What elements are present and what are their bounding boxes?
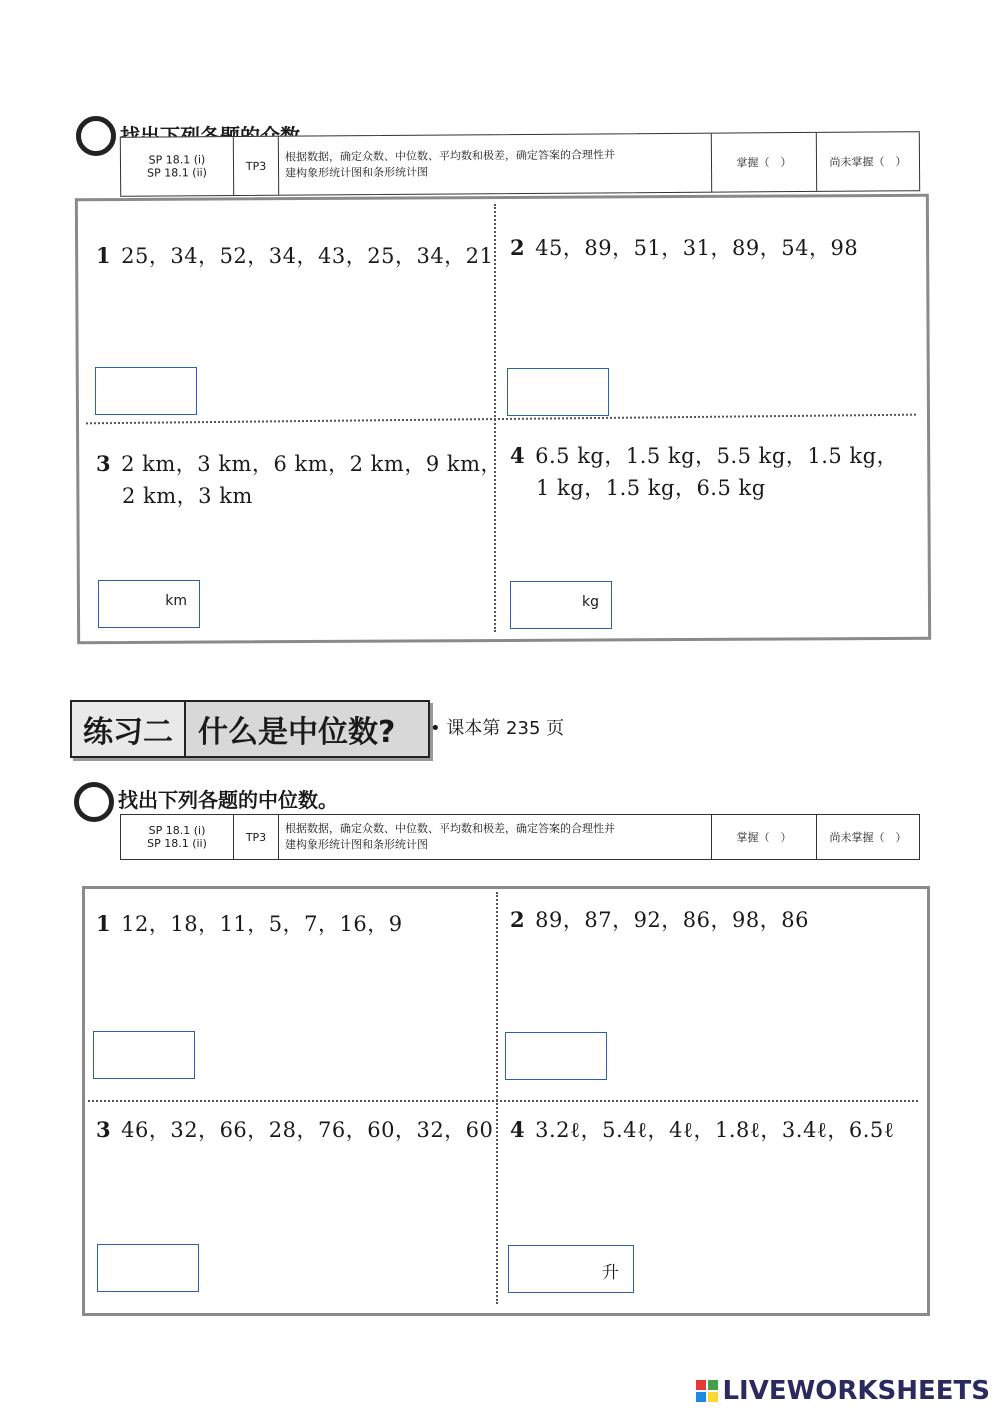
banner-title: 什么是中位数?: [186, 702, 428, 756]
meta-mastered: 掌握（ ）: [712, 815, 817, 859]
section2-vertical-divider: [496, 892, 498, 1304]
s2-answer-box-3[interactable]: [97, 1244, 199, 1292]
logo-square-green: [708, 1380, 718, 1390]
question-data: 12，18，11，5，7，16，9: [121, 912, 403, 936]
s1-answer-box-2[interactable]: [507, 368, 609, 416]
meta-desc: [279, 815, 712, 859]
answer-unit: km: [165, 593, 187, 609]
section1-circle-icon: [76, 116, 116, 156]
question-data: 25，34，52，34，43，25，34，21: [121, 244, 494, 268]
meta-desc-line1: 根据数据，确定众数、中位数、平均数和极差，确定答案的合理性并: [285, 822, 615, 835]
logo-square-yellow: [708, 1392, 718, 1402]
s1-question-1: [96, 240, 493, 272]
meta-codes: [121, 137, 234, 196]
question-number: 2: [510, 907, 526, 932]
meta-code-2: SP 18.1 (ii): [147, 166, 207, 180]
question-number: 3: [96, 451, 112, 476]
logo-square-red: [696, 1380, 706, 1390]
s1-answer-box-3[interactable]: [98, 580, 200, 628]
s2-answer-box-2[interactable]: [505, 1032, 607, 1080]
logo-square-blue: [696, 1392, 706, 1402]
meta-codes: [121, 815, 234, 859]
question-number: 4: [510, 1117, 526, 1142]
banner-label: 练习二: [72, 702, 186, 756]
meta-code-1: SP 18.1 (i): [148, 153, 206, 167]
meta-not-mastered: 尚未掌握（ ）: [829, 155, 907, 169]
liveworksheets-logo-icon: [696, 1380, 718, 1402]
question-data-line1: 2 km，3 km，6 km，2 km，9 km，: [121, 452, 502, 476]
question-number: 2: [510, 235, 526, 260]
s1-answer-box-4[interactable]: [510, 581, 612, 629]
meta-desc: [279, 134, 712, 195]
s1-question-2: [510, 232, 858, 264]
meta-mastered: 掌握（ ）: [712, 133, 817, 192]
question-number: 1: [96, 243, 112, 268]
question-number: 1: [96, 911, 112, 936]
s2-answer-box-4[interactable]: [508, 1245, 634, 1293]
s1-question-3: [96, 448, 502, 512]
textbook-reference: • 课本第 235 页: [430, 718, 565, 739]
question-data-line2: 1 kg，1.5 kg，6.5 kg: [536, 476, 766, 500]
s2-question-1: [96, 908, 403, 940]
question-data: 45，89，51，31，89，54，98: [535, 236, 859, 260]
question-data: 46，32，66，28，76，60，32，60: [121, 1118, 494, 1142]
meta-tp: TP3: [234, 815, 279, 859]
section2-instruction: 找出下列各题的中位数。: [118, 788, 338, 812]
answer-unit: kg: [582, 594, 599, 610]
question-data: 89，87，92，86，98，86: [535, 908, 809, 932]
s1-answer-box-1[interactable]: [95, 367, 197, 415]
meta-tp: TP3: [234, 137, 279, 195]
meta-code-1: SP 18.1 (i): [148, 824, 206, 837]
liveworksheets-brand: [696, 1376, 990, 1406]
section2-circle-icon: [74, 782, 114, 822]
s2-answer-box-1[interactable]: [93, 1031, 195, 1079]
meta-desc-line2: 建构象形统计图和条形统计图: [285, 165, 429, 180]
s1-question-4: [510, 440, 898, 504]
s2-question-2: [510, 904, 809, 936]
exercise-banner: [70, 700, 430, 758]
meta-desc-line1: 根据数据，确定众数、中位数、平均数和极差，确定答案的合理性并: [284, 148, 615, 164]
meta-code-2: SP 18.1 (ii): [147, 837, 207, 850]
meta-desc-line2: 建构象形统计图和条形统计图: [285, 838, 428, 851]
section2-horizontal-divider: [88, 1100, 918, 1102]
meta-not-mastered: 尚未掌握（ ）: [829, 831, 907, 844]
question-data-line2: 2 km，3 km: [122, 484, 253, 508]
question-number: 4: [510, 443, 526, 468]
s2-question-3: [96, 1114, 493, 1146]
section2-meta-table: [120, 814, 920, 860]
question-number: 3: [96, 1117, 112, 1142]
section1-meta-table: [120, 131, 920, 197]
s2-question-4: [510, 1114, 894, 1146]
brand-text: LIVEWORKSHEETS: [722, 1376, 990, 1406]
question-data: 3.2ℓ，5.4ℓ，4ℓ，1.8ℓ，3.4ℓ，6.5ℓ: [535, 1118, 895, 1142]
answer-unit: 升: [602, 1263, 619, 1283]
question-data-line1: 6.5 kg，1.5 kg，5.5 kg，1.5 kg，: [535, 444, 899, 468]
